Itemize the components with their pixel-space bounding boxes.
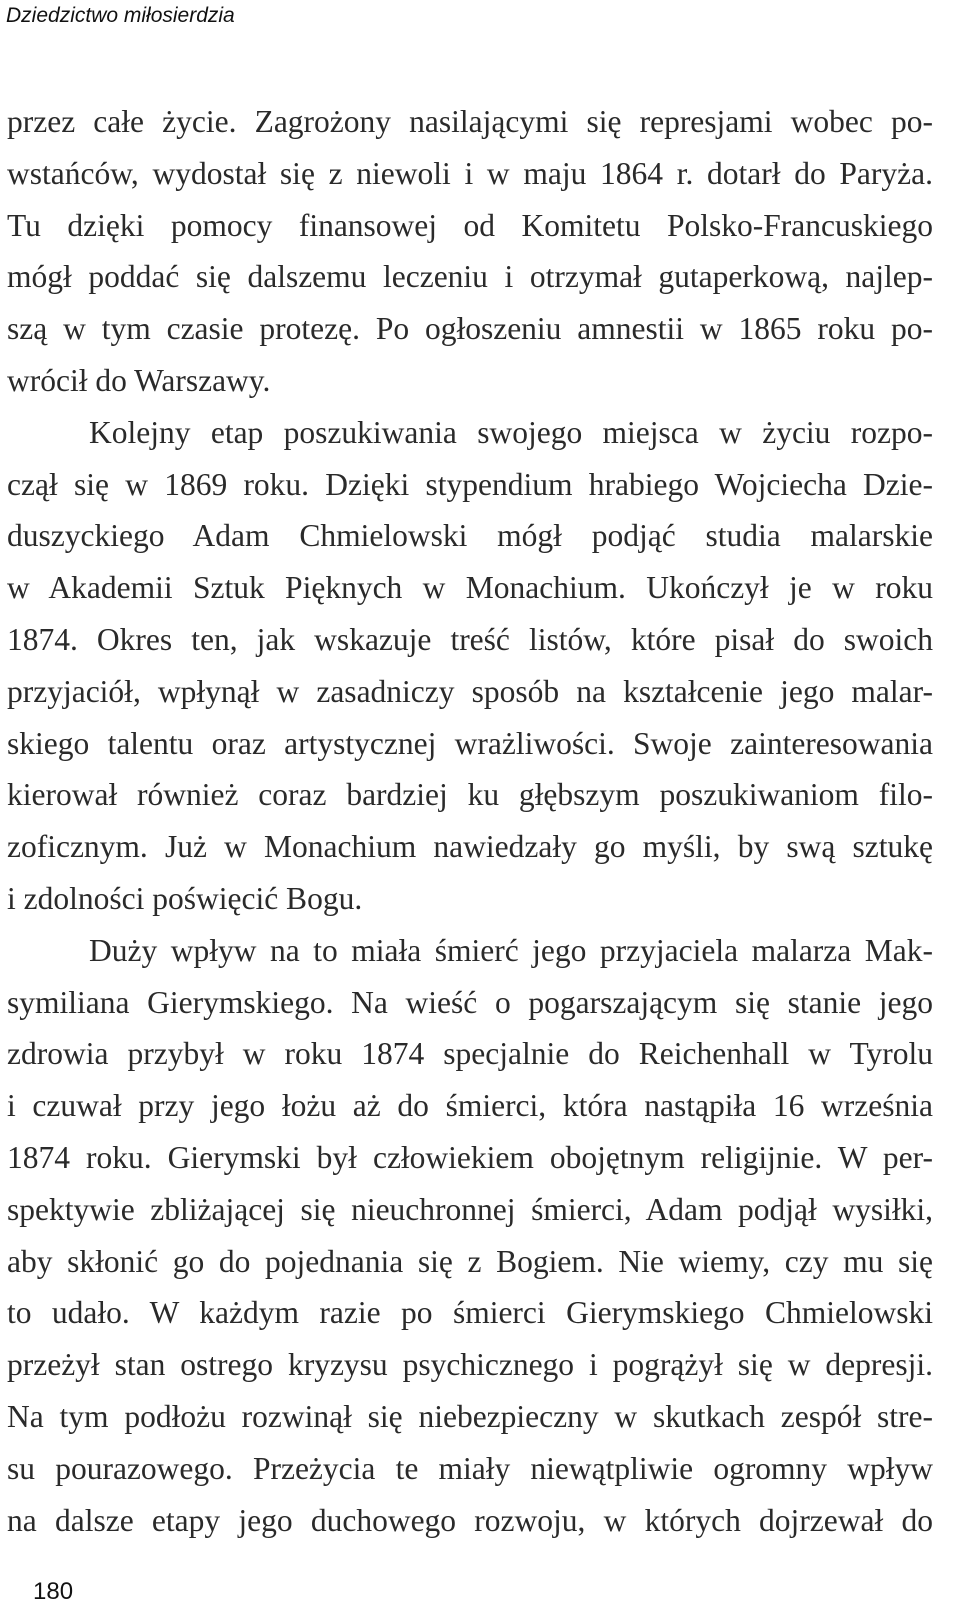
text-line: i czuwał przy jego łożu aż do śmierci, która nastąpiła 16 września (7, 1088, 933, 1124)
page-number: 180 (33, 1578, 74, 1605)
text-line: wrócił do Warszawy. (7, 362, 271, 398)
text-line: Kolejny etap poszukiwania swojego miejsca w życiu rozpo- (89, 414, 933, 450)
text-line: to udało. W każdym razie po śmierci Gierymskiego Chmielowski (7, 1295, 933, 1331)
text-line: 1874. Okres ten, jak wskazuje treść listów, które pisał do swoich (7, 621, 933, 657)
text-line: w Akademii Sztuk Pięknych w Monachium. Ukończył je w roku (7, 570, 933, 606)
text-line: zoficznym. Już w Monachium nawiedzały go myśli, by swą sztukę (7, 829, 933, 865)
text-line: czął się w 1869 roku. Dzięki stypendium hrabiego Wojciecha Dzie- (7, 466, 933, 502)
text-line: 1874 roku. Gierymski był człowiekiem obojętnym religijnie. W per- (7, 1139, 933, 1175)
text-line: zdrowia przybył w roku 1874 specjalnie do Reichenhall w Tyrolu (7, 1036, 933, 1072)
text-line: szą w tym czasie protezę. Po ogłoszeniu amnestii w 1865 roku po- (7, 311, 933, 347)
text-line: Duży wpływ na to miała śmierć jego przyjaciela malarza Mak- (89, 932, 933, 968)
text-line: kierował również coraz bardziej ku głębszym poszukiwaniom filo- (7, 777, 933, 813)
text-line: Tu dzięki pomocy finansowej od Komitetu Polsko-Francuskiego (7, 207, 933, 243)
body-text (7, 96, 933, 1546)
text-line: spektywie zbliżającej się nieuchronnej śmierci, Adam podjął wysiłki, (7, 1191, 933, 1227)
running-header: Dziedzictwo miłosierdzia (6, 4, 235, 27)
text-line: przez całe życie. Zagrożony nasilającymi się represjami wobec po- (7, 104, 933, 139)
text-line: wstańców, wydostał się z niewoli i w maju 1864 r. dotarł do Paryża. (7, 155, 933, 191)
text-line: duszyckiego Adam Chmielowski mógł podjąć studia malarskie (7, 518, 933, 554)
text-line: skiego talentu oraz artystycznej wrażliwości. Swoje zainteresowania (7, 725, 933, 761)
text-line: su pourazowego. Przeżycia te miały niewątpliwie ogromny wpływ (7, 1450, 933, 1486)
text-line: aby skłonić go do pojednania się z Bogiem. Nie wiemy, czy mu się (7, 1243, 933, 1279)
text-line: i zdolności poświęcić Bogu. (7, 880, 363, 916)
text-line: przeżył stan ostrego kryzysu psychicznego i pogrążył się w depresji. (7, 1347, 933, 1383)
text-line: przyjaciół, wpłynął w zasadniczy sposób na kształcenie jego malar- (7, 673, 933, 709)
text-line: na dalsze etapy jego duchowego rozwoju, w których dojrzewał do (7, 1502, 933, 1538)
text-line: mógł poddać się dalszemu leczeniu i otrzymał gutaperkową, najlep- (7, 259, 933, 295)
text-line: Na tym podłożu rozwinął się niebezpieczny w skutkach zespół stre- (7, 1398, 933, 1434)
text-line: symiliana Gierymskiego. Na wieść o pogarszającym się stanie jego (7, 984, 933, 1020)
